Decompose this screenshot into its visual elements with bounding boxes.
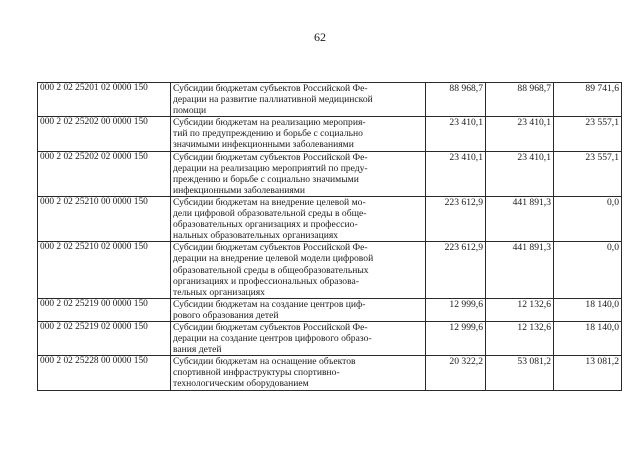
amount-cell-v2: 441 891,3 [486,242,554,298]
description-line: значимыми инфекционными заболеваниями [173,139,354,151]
amount-cell-v3: 13 081,2 [554,356,622,390]
amount-cell-v3: 0,0 [554,196,622,241]
amount-cell-v1: 20 322,2 [426,356,486,390]
table-row [38,298,622,321]
description-cell [171,321,426,355]
amount-cell-v1: 12 999,6 [426,298,486,321]
description-cell [171,356,426,390]
budget-table-body [38,83,622,391]
amount-cell-v2: 441 891,3 [486,196,554,241]
description-line: Субсидии бюджетам на внедрение целевой мо- [173,196,366,208]
description-line: рового образования детей [173,309,279,321]
amount-cell-v3: 0,0 [554,242,622,298]
amount-cell-v2: 12 132,6 [486,321,554,355]
description-line: Субсидии бюджетам субъектов Российской Фе- [173,83,368,94]
budget-code-cell: 000 2 02 25201 02 0000 150 [38,83,171,117]
budget-code-cell: 000 2 02 25210 02 0000 150 [38,242,171,298]
amount-cell-v3: 23 557,1 [554,117,622,151]
description-line: вания детей [173,344,222,356]
description-line: Субсидии бюджетам на создание центров циф- [173,298,366,310]
budget-table [37,82,622,391]
amount-cell-v3: 23 557,1 [554,151,622,196]
amount-cell-v2: 23 410,1 [486,151,554,196]
description-line: помощи [173,105,207,117]
amount-cell-v2: 88 968,7 [486,83,554,117]
amount-cell-v3: 89 741,6 [554,83,622,117]
budget-code-cell: 000 2 02 25219 00 0000 150 [38,298,171,321]
table-row [38,242,622,298]
budget-code-cell: 000 2 02 25210 00 0000 150 [38,196,171,241]
amount-cell-v1: 23 410,1 [426,117,486,151]
table-row [38,356,622,390]
amount-cell-v1: 223 612,9 [426,196,486,241]
budget-code-cell: 000 2 02 25219 02 0000 150 [38,321,171,355]
amount-cell-v1: 12 999,6 [426,321,486,355]
description-line: дерации на развитие паллиативной медицинской [173,94,373,106]
table-row [38,321,622,355]
description-line: инфекционными заболеваниями [173,184,305,196]
table-row [38,117,622,151]
description-cell [171,298,426,321]
description-cell [171,242,426,298]
description-line: Субсидии бюджетам на оснащение объектов [173,356,356,368]
amount-cell-v1: 223 612,9 [426,242,486,298]
amount-cell-v1: 23 410,1 [426,151,486,196]
description-line: тельных организациях [173,286,265,298]
description-cell [171,196,426,241]
description-line: преждению и борьбе с социально значимыми [173,173,359,185]
budget-code-cell: 000 2 02 25228 00 0000 150 [38,356,171,390]
amount-cell-v3: 18 140,0 [554,298,622,321]
table-row [38,151,622,196]
amount-cell-v2: 23 410,1 [486,117,554,151]
description-line: Субсидии бюджетам субъектов Российской Фе- [173,321,368,333]
amount-cell-v2: 12 132,6 [486,298,554,321]
table-row [38,196,622,241]
page-number: 62 [314,30,326,44]
description-line: дерации на реализацию мероприятий по преду- [173,162,368,174]
description-line: спортивной инфраструктуры спортивно- [173,367,340,379]
description-line: нальных образовательных организациях [173,230,339,242]
description-line: тий по предупреждению и борьбе с социально [173,128,363,140]
description-line: дерации на внедрение целевой модели цифровой [173,253,374,265]
description-line: технологическим оборудованием [173,378,309,390]
description-line: дерации на создание центров цифрового образо- [173,333,372,345]
amount-cell-v3: 18 140,0 [554,321,622,355]
amount-cell-v1: 88 968,7 [426,83,486,117]
description-cell [171,117,426,151]
description-line: организациях и профессиональных образова- [173,275,359,287]
description-line: Субсидии бюджетам субъектов Российской Фе- [173,242,368,254]
budget-code-cell: 000 2 02 25202 02 0000 150 [38,151,171,196]
description-line: образовательных организациях и профессио- [173,219,358,231]
description-line: Субсидии бюджетам субъектов Российской Фе- [173,151,368,163]
budget-code-cell: 000 2 02 25202 00 0000 150 [38,117,171,151]
description-line: Субсидии бюджетам на реализацию мероприя- [173,117,366,129]
description-cell [171,151,426,196]
table-row [38,83,622,117]
description-line: дели цифровой образовательной среды в обще- [173,208,367,220]
description-line: образовательной среды в общеобразовательных [173,264,369,276]
amount-cell-v2: 53 081,2 [486,356,554,390]
description-cell [171,83,426,117]
